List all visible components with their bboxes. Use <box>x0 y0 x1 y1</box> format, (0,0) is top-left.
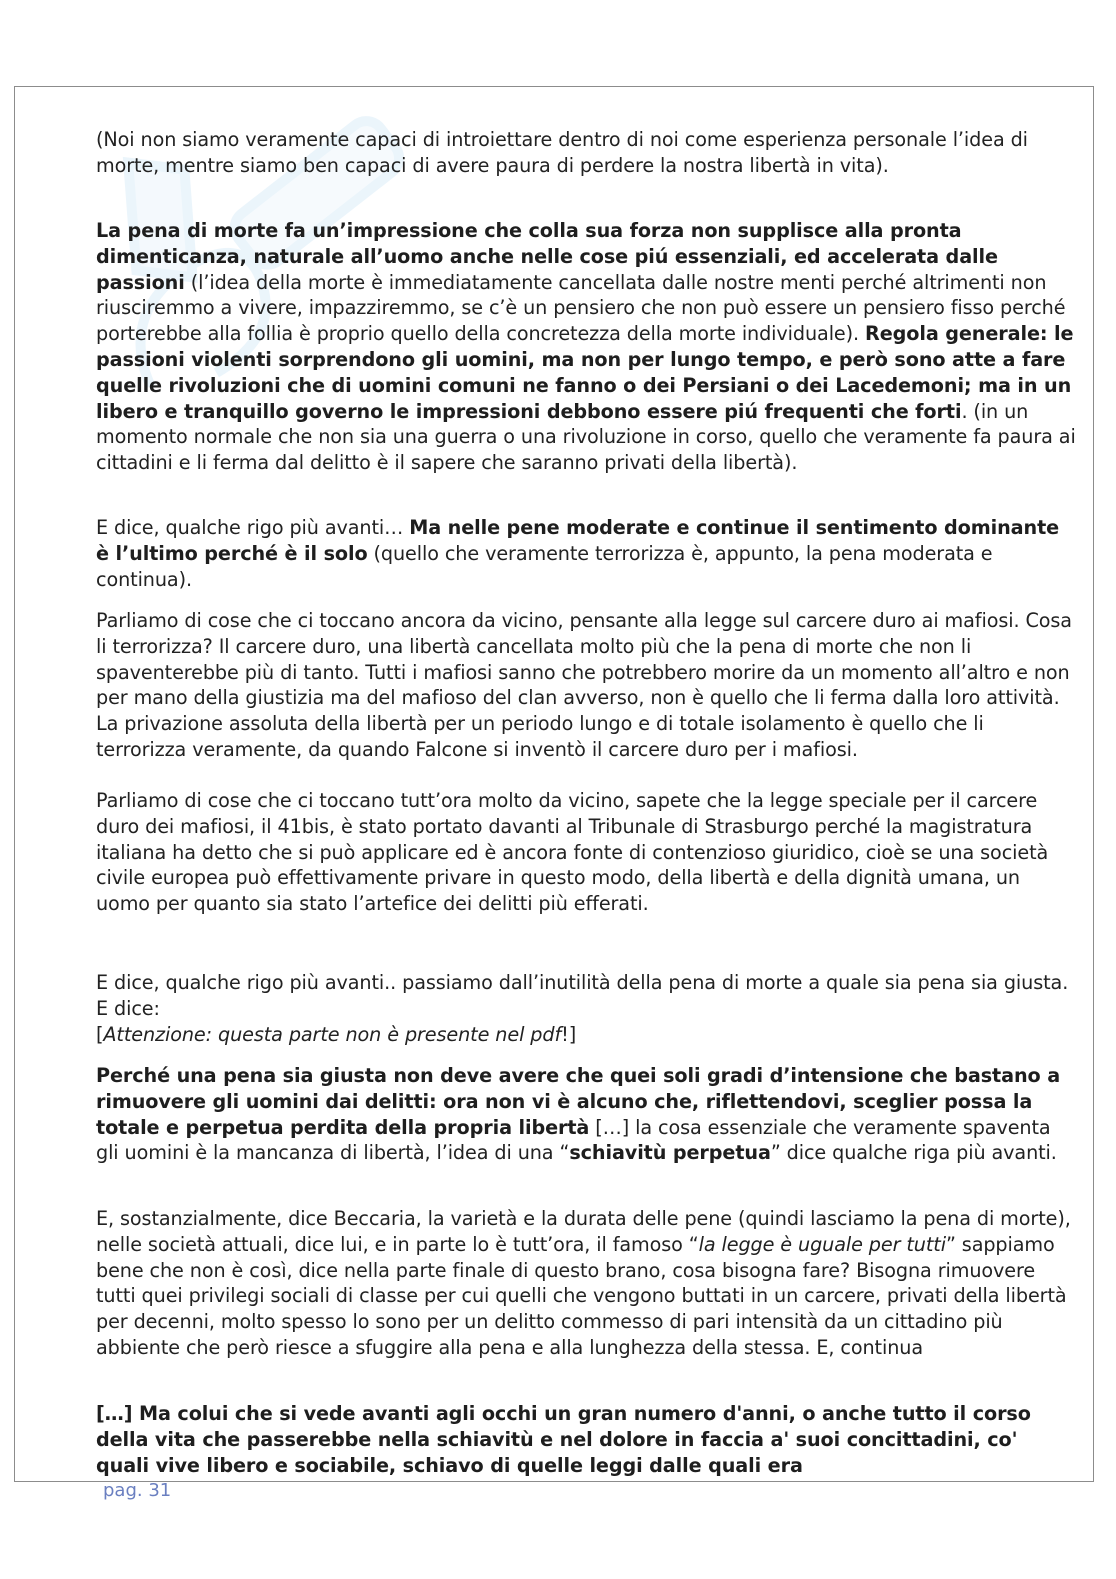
bold-quote: Perché una pena sia giusta non deve avere che quei soli gradi d’intensione che bastano a rimuovere gli uomini dai delitti: ora non vi è alcuno che, riflettendovi, sceglier possa la totale e perpetua perdita della propria libertà <box>96 1064 1061 1139</box>
paragraph-5 <box>96 788 1076 917</box>
body-text: E dice, qualche rigo più avanti.. passiamo dall’inutilità della pena di morte a quale sia pena sia giusta. E dice: <box>96 971 1069 1020</box>
body-text: [ <box>96 1023 104 1046</box>
paragraph-1 <box>96 127 1076 179</box>
bold-quote: Ma nelle pene moderate e continue il sentimento dominante è l’ultimo perché è il solo <box>96 516 1060 565</box>
paragraph-7 <box>96 1022 1076 1048</box>
body-text: !] <box>561 1023 577 1046</box>
paragraph-8 <box>96 1063 1076 1166</box>
body-text: E, sostanzialmente, dice Beccaria, la varietà e la durata delle pene (quindi lasciamo la pena di morte), nelle società attuali, dice lui, e in parte lo è tutt’ora, il famoso “ <box>96 1207 1071 1256</box>
body-text: ” dice qualche riga più avanti. <box>770 1141 1057 1165</box>
paragraph-3 <box>96 515 1076 592</box>
body-text: Parliamo di cose che ci toccano ancora da vicino, pensante alla legge sul carcere duro ai mafiosi. Cosa li terrorizza? Il carcere duro, una libertà cancellata molto più che la pena di morte che non li spaventerebbe più di tanto. Tutti i mafiosi sanno che potrebbero morire da un momento all’altro e non per mano della giustizia ma del mafioso del clan avverso, non è quello che li ferma dalla loro attività. La privazione assoluta della libertà per un periodo lungo e di totale isolamento è quello che li terrorizza veramente, da quando Falcone si inventò il carcere duro per i mafiosi. <box>96 609 1072 761</box>
paragraph-2 <box>96 218 1076 476</box>
italic-text: la legge è uguale per tutti <box>698 1232 946 1256</box>
italic-text: Attenzione: questa parte non è presente nel pdf <box>103 1023 562 1046</box>
paragraph-9 <box>96 1206 1076 1361</box>
paragraph-6 <box>96 970 1076 1022</box>
bold-quote: […] Ma colui che si vede avanti agli occhi un gran numero d'anni, o anche tutto il corso della vita che passerebbe nella schiavitù e nel dolore in faccia a' suoi concittadini, co' quali vive libero e sociabile, schiavo di quelle leggi dalle quali era <box>96 1402 1031 1477</box>
body-text: ” sappiamo bene che non è così, dice nella parte finale di questo brano, cosa bisogna fare? Bisogna rimuovere tutti quei privilegi sociali di classe per cui quelli che vengono buttati in un carcere, privati della libertà per decenni, molto spesso lo sono per un delitto commesso di pari intensità da un cittadino più abbiente che però riesce a sfuggire alla pena e alla lunghezza della stessa. E, continua <box>96 1232 1067 1359</box>
body-text: (Noi non siamo veramente capaci di introiettare dentro di noi come esperienza personale l’idea di morte, mentre siamo ben capaci di avere paura di perdere la nostra libertà in vita). <box>96 128 1028 177</box>
paragraph-4 <box>96 608 1076 763</box>
body-text: […] la cosa essenziale che veramente spaventa gli uomini è la mancanza di libertà, l’idea di una “ <box>96 1115 1051 1165</box>
bold-quote: La pena di morte fa un’impressione che colla sua forza non supplisce alla pronta dimenticanza, naturale all’uomo anche nelle cose piú essenziali, ed accelerata dalle passioni <box>96 219 998 294</box>
bold-quote: schiavitù perpetua <box>569 1141 771 1165</box>
bold-quote: Regola generale: le passioni violenti sorprendono gli uomini, ma non per lungo tempo, e però sono atte a fare quelle rivoluzioni che di uomini comuni ne fanno o dei Persiani o dei Lacedemoni; ma in un libero e tranquillo governo le impressioni debbono essere piú frequenti che forti <box>96 322 1074 423</box>
page-number: pag. 31 <box>103 1480 172 1501</box>
body-text: (quello che veramente terrorizza è, appunto, la pena moderata e continua). <box>96 541 993 591</box>
body-text: . (in un momento normale che non sia una guerra o una rivoluzione in corso, quello che veramente fa paura ai cittadini e li ferma dal delitto è il sapere che saranno privati della libertà). <box>96 399 1076 475</box>
body-text: Parliamo di cose che ci toccano tutt’ora molto da vicino, sapete che la legge speciale per il carcere duro dei mafiosi, il 41bis, è stato portato davanti al Tribunale di Strasburgo perché la magistratura italiana ha detto che si può applicare ed è ancora fonte di contenzioso giuridico, cioè se una società civile europea può effettivamente privare in questo modo, della libertà e della dignità umana, un uomo per quanto sia stato l’artefice dei delitti più efferati. <box>96 789 1049 916</box>
body-text: (l’idea della morte è immediatamente cancellata dalle nostre menti perché altrimenti non riusciremmo a vivere, impazziremmo, se c’è un pensiero che non può essere un pensiero fisso perché porterebbe alla follia è proprio quello della concretezza della morte individuale). <box>96 270 1066 346</box>
body-text: E dice, qualche rigo più avanti… <box>96 516 410 539</box>
paragraph-10 <box>96 1401 1076 1478</box>
